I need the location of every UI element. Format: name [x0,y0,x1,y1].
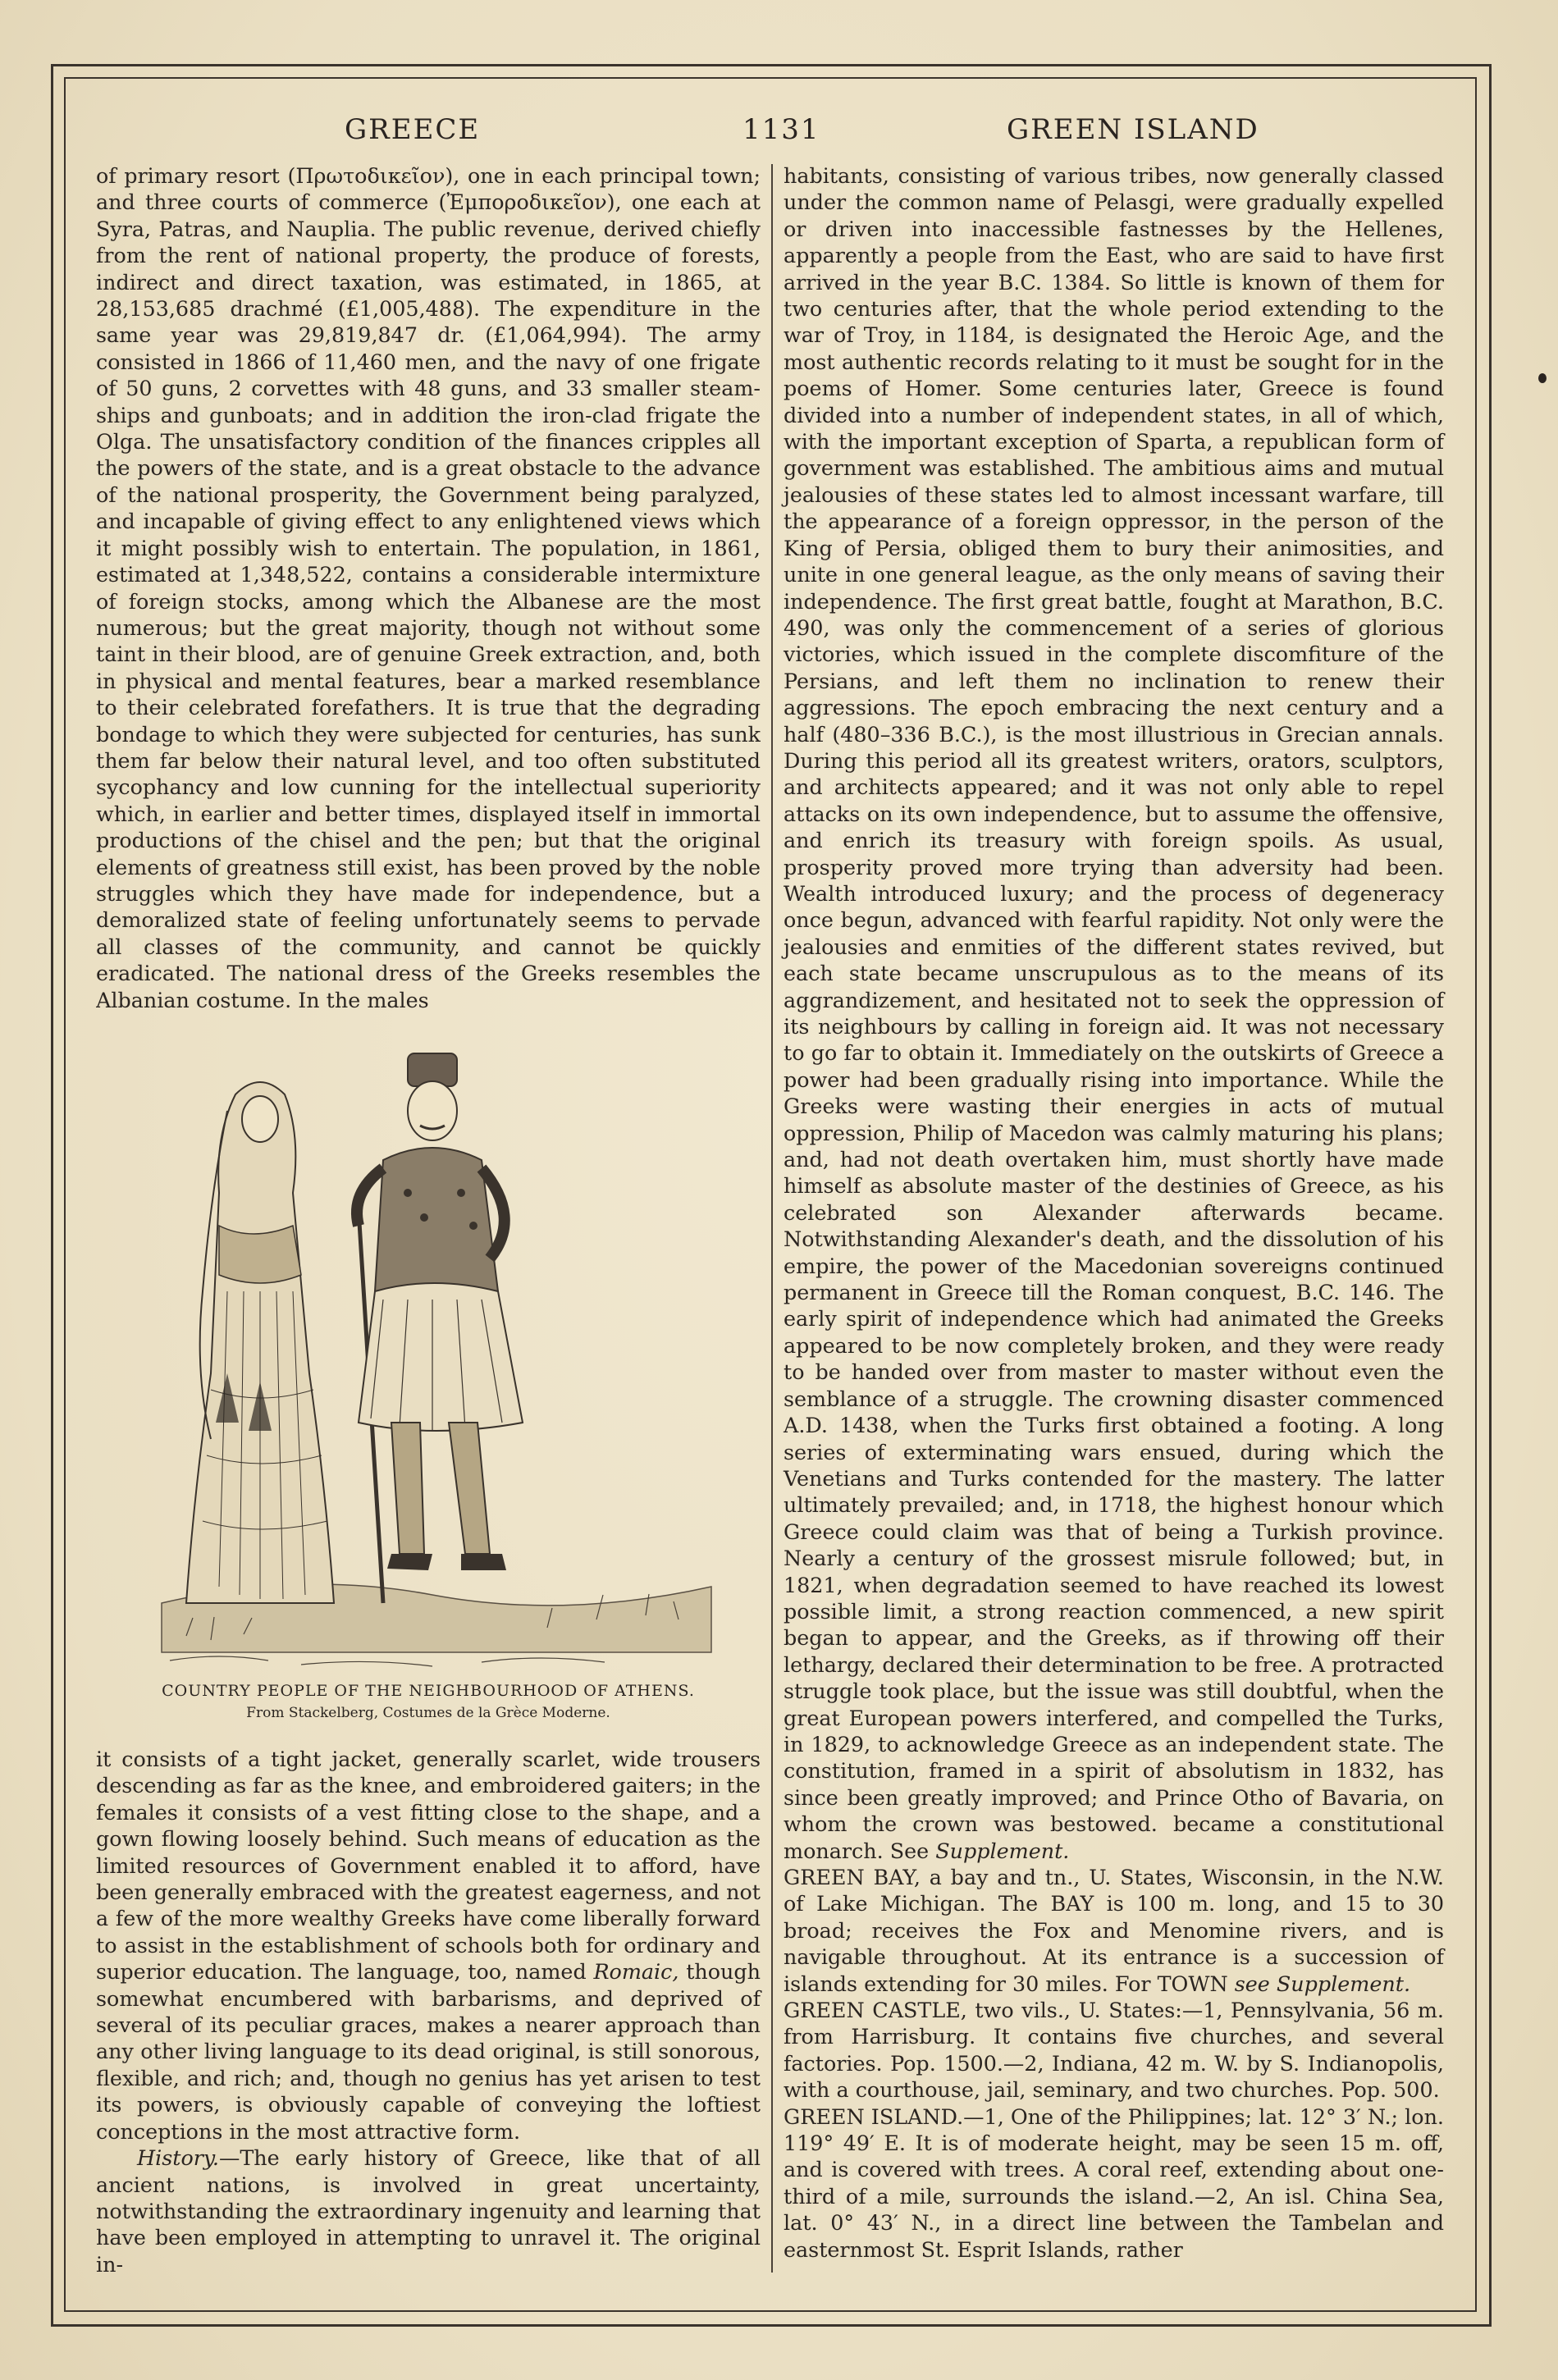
left-column-bottom [96,1746,761,2277]
left-paragraph: of primary resort (Πρωτοδικεῖον), one in each principal town; and three courts of commerce (Ἐμποροδικεῖον), one each at Syra, Patras, and Nauplia. The public revenue, derived chiefly from the rent of national property, the produce of forests, indirect and direct taxation, was estimated, in 1865, at 28,153,685 drachmé (£1,005,488). The expenditure in the same year was 29,819,847 dr. (£1,064,994). The army consisted in 1866 of 11,460 men, and the navy of one frigate of 50 guns, 2 corvettes with 48 guns, and 33 smaller steam-ships and gunboats; and in addition the iron-clad frigate the Olga. The unsatisfactory condition of the finances cripples all the powers of the state, and is a great obstacle to the advance of the national prosperity, the Government being paralyzed, and incapable of giving effect to any enlightened views which it might possibly wish to entertain. The population, in 1861, estimated at 1,348,522, contains a considerable intermixture of foreign stocks, among which the Albanese are the most numerous; but the great majority, though not without some taint in their blood, are of genuine Greek extraction, and, both in physical and mental features, bear a marked resemblance to their celebrated forefathers. It is true that the degrading bondage to which they were subjected for centuries, has sunk them far below their natural level, and too often substituted sycophancy and low cunning for the intellectual superiority which, in earlier and better times, displayed itself in immortal productions of the chisel and the pen; but that the original elements of greatness still exist, has been proved by the noble struggles which they have made for independence, but a demoralized state of feeling unfortunately seems to pervade all classes of the community, and cannot be quickly eradicated. The national dress of the Greeks resembles the Albanian costume. In the males [96,163,761,1011]
engraving-image [137,1029,728,1677]
right-column [784,162,1444,2263]
left-column-top [96,162,761,1011]
entry-green-bay: GREEN BAY, a bay and tn., U. States, Wisconsin, in the N.W. of Lake Michigan. The BAY is 100 m. long, and 15 to 30 broad; receives the Fox and Menomine rivers, and is navigable throughout. At its entrance is a succession of islands extending for 30 miles. For TOWN [784,1865,1444,1996]
figure-credit: From Stackelberg, Costumes de la Grèce Moderne. [246,1705,610,1721]
history-continued-text: habitants, consisting of various tribes, now generally classed under the common name of Pelasgi, were gradually expelled or driven into inaccessible fastnesses by the Hellenes, apparently a people from the East, who are said to have first arrived in the year B.C. 1384. So little is known of them for two centuries after, that the whole period extending to the war of Troy, in 1184, is designated the Heroic Age, and the most authentic records relating to it must be sought for in the poems of Homer. Some centuries later, Greece is found divided into a number of independent states, in all of which, with the important exception of Sparta, a republican form of government was established. The ambitious aims and mutual jealousies of these states led to almost incessant warfare, till the appearance of a foreign oppressor, in the person of the King of Persia, obliged them to bury their animosities, and unite in one general league, as the only means of saving their independence. The first great battle, fought at Marathon, B.C. 490, was only the commencement of a series of glorious victories, which issued in the complete discomfiture of the Persians, and left them no inclination to renew their aggressions. The epoch embracing the next century and a half (480–336 B.C.), is the most illustrious in Grecian annals. During this period all its greatest writers, orators, sculptors, and architects appeared; and it was not only able to repel attacks on its own independence, but to assume the offensive, and enrich its treasury with foreign spoils. As usual, prosperity proved more trying than adversity had been. Wealth introduced luxury; and the process of degeneracy once begun, advanced with fearful rapidity. Not only were the jealousies and enmities of the different states revived, but each state became unscrupulous as to the means of its aggrandizement, and hesitated not to seek the oppression of its neighbours by calling in foreign aid. It was not necessary to go far to obtain it. Immediately on the outskirts of Greece a power had been gradually rising into importance. While the Greeks were wasting their energies in acts of mutual oppression, Philip of Macedon was calmly maturing his plans; and, had not death overtaken him, must shortly have made himself as absolute master of the destinies of Greece, as his celebrated son Alexander afterwards became. Notwithstanding Alexander's death, and the dissolution of his empire, the power of the Macedonian sovereigns continued permanent in Greece till the Roman conquest, B.C. 146. The early spirit of independence which had animated the Greeks appeared to be now completely broken, and they were ready to be handed over from master to master without even the semblance of a struggle. The crowning disaster commenced A.D. 1438, when the Turks first obtained a footing. A long series of exterminating wars ensued, during which the Venetians and Turks contended for the mastery. The latter ultimately prevailed; and, in 1718, the highest honour which Greece could claim was that of being a Turkish province. Nearly a century of the grossest misrule followed; but, in 1821, when degradation seemed to have reached its lowest possible limit, a strong reaction commenced, a new spirit began to appear, and the Greeks, as if throwing off their lethargy, declared their determination to be free. A protracted struggle took place, but the issue was still doubtful, when the great European powers interfered, and compelled the Turks, in 1829, to acknowledge Greece as an independent state. The constitution, framed in a spirit of absolutism in 1832, has since been greatly improved; and Prince Otho of Bavaria, on whom the crown was bestowed. became a constitutional monarch. See [784,163,1444,1863]
illustration [96,1021,761,1726]
entry-green-island: GREEN ISLAND.—1, One of the Philippines; lat. 12° 3′ N.; lon. 119° 49′ E. It is of moderate height, may be seen 15 m. off, and is covered with trees. A coral reef, extending about one-third of a mile, surrounds the island.—2, An isl. China Sea, lat. 0° 43′ N., in a direct line between the Tambelan and easternmost St. Esprit Islands, rather [784,2104,1444,2262]
man-figure [357,1053,523,1570]
romaic-term: Romaic, [593,1959,679,1985]
supplement-ref: Supplement. [935,1838,1070,1863]
page-number: 1131 [742,113,820,146]
woman-figure [186,1082,334,1603]
history-text: —The early history of Greece, like that of all ancient nations, is involved in great uncertainty, notwithstanding the extraordinary ingenuity and learning that have been employed in attempting to unravel it. The original in- [96,2145,761,2277]
figure-caption: COUNTRY PEOPLE OF THE NEIGHBOURHOOD OF ATHENS. [162,1682,695,1700]
green-bay-supplement-ref: see Supplement. [1234,1971,1411,1996]
header-right: GREEN ISLAND [1007,113,1259,146]
running-header [82,113,1469,154]
entry-green-castle: GREEN CASTLE, two vils., U. States:—1, Pennsylvania, 56 m. from Harrisburg. It contains five churches, and several factories. Pop. 1500.—2, Indiana, 42 m. W. by S. Indianopolis, with a courthouse, jail, seminary, and two churches. Pop. 500. [784,1998,1444,2103]
ink-spot [1538,373,1547,383]
history-label: History. [137,2145,219,2171]
column-divider [771,164,773,2273]
header-left: GREECE [345,113,481,146]
language-text: though somewhat encumbered with barbarisms, and deprived of several of its peculiar graces, makes a nearer approach than any other living language to its dead original, is still sonorous, flexible, and rich; and, though no genius has yet arisen to test its powers, is obviously capable of conveying the loftiest conceptions in the most attractive form. [96,1959,761,2144]
education-text: it consists of a tight jacket, generally scarlet, wide trousers descending as far as the knee, and embroidered gaiters; in the females it consists of a vest fitting close to the shape, and a gown flowing loosely behind. Such means of education as the limited resources of Government enabled it to afford, have been generally embraced with the greatest eagerness, and not a few of the more wealthy Greeks have come liberally forward to assist in the establishment of schools both for ordinary and superior education. The language, too, named [96,1747,761,1985]
